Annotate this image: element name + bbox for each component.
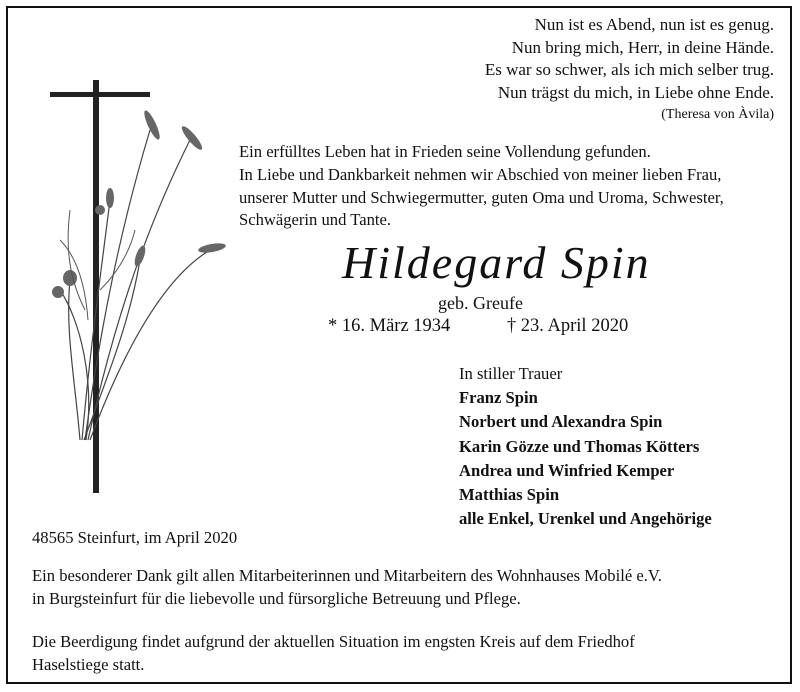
death-date: † 23. April 2020 xyxy=(506,316,629,336)
deceased-name: Hildegard Spin xyxy=(342,237,651,288)
mourners-list xyxy=(459,362,712,531)
thanks-line: Ein besonderer Dank gilt allen Mitarbeiterinnen und Mitarbeitern des Wohnhauses Mobilé e.V. xyxy=(32,566,662,585)
intro-line: In Liebe und Dankbarkeit nehmen wir Abschied von meiner lieben Frau, xyxy=(239,164,722,184)
life-dates xyxy=(328,316,628,337)
birth-date: * 16. März 1934 xyxy=(328,316,451,336)
cross-with-wheat-icon xyxy=(40,80,240,500)
thanks-line: in Burgsteinfurt für die liebevolle und fürsorgliche Betreuung und Pflege. xyxy=(32,588,521,608)
burial-line: Die Beerdigung findet aufgrund der aktuellen Situation im engsten Kreis auf dem Friedhof xyxy=(32,632,635,651)
intro-line: Ein erfülltes Leben hat in Frieden seine Vollendung gefunden. xyxy=(239,142,651,161)
thanks-text xyxy=(32,565,772,610)
mourner-name: Franz Spin xyxy=(459,388,538,408)
intro-line: unserer Mutter und Schwiegermutter, guten Oma und Uroma, Schwester, xyxy=(239,187,724,207)
poem-line: Nun trägst du mich, in Liebe ohne Ende. xyxy=(497,82,774,102)
burial-line: Haselstiege statt. xyxy=(32,654,145,674)
mourner-name: alle Enkel, Urenkel und Angehörige xyxy=(459,509,712,529)
intro-line: Schwägerin und Tante. xyxy=(239,210,391,230)
poem-line: Nun bring mich, Herr, in deine Hände. xyxy=(511,37,774,57)
place-date: 48565 Steinfurt, im April 2020 xyxy=(32,528,238,547)
burial-note xyxy=(32,631,772,676)
poem-line: Es war so schwer, als ich mich selber trug. xyxy=(484,60,774,79)
mourners-heading: In stiller Trauer xyxy=(459,364,563,383)
maiden-name: geb. Greufe xyxy=(438,293,523,313)
mourner-name: Andrea und Winfried Kemper xyxy=(459,460,675,480)
mourner-name: Matthias Spin xyxy=(459,485,560,505)
mourner-name: Norbert und Alexandra Spin xyxy=(459,412,663,432)
mourner-name: Karin Gözze und Thomas Kötters xyxy=(459,436,700,456)
poem-line: Nun ist es Abend, nun ist es genug. xyxy=(534,15,774,34)
poem-author: (Theresa von Àvila) xyxy=(661,107,774,122)
poem xyxy=(485,14,774,126)
intro-text xyxy=(239,141,779,232)
